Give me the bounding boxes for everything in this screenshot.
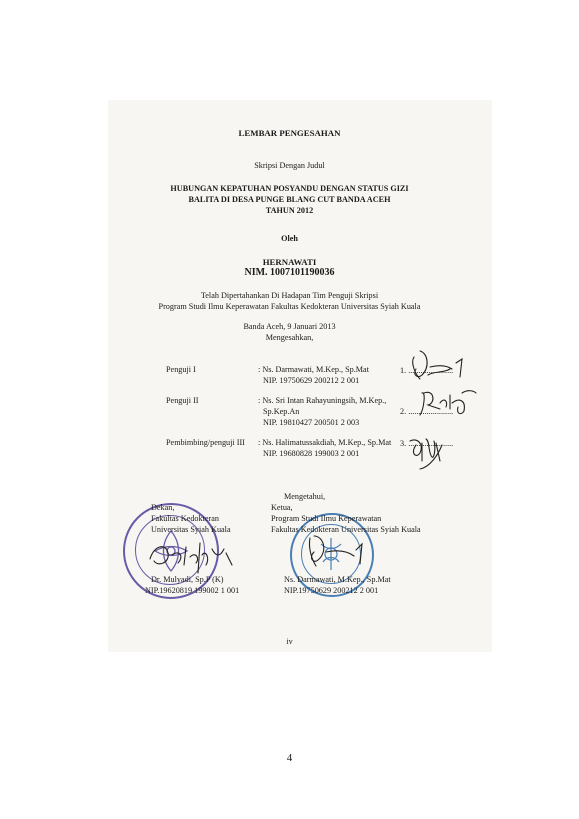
examiner-1-nip: NIP. 19750629 200212 2 001 xyxy=(263,376,360,385)
examiner-2-nip: NIP. 19810427 200501 2 003 xyxy=(263,418,360,427)
examiner-2-name-cont: Sp.Kep.An xyxy=(263,407,300,416)
by-label: Oleh xyxy=(281,234,298,243)
author-nim: NIM. 1007101190036 xyxy=(244,267,335,278)
dean-faculty: Fakultas Kedokteran xyxy=(151,514,219,523)
dean-title: Dekan, xyxy=(151,503,175,512)
examiner-1-role: Penguji I xyxy=(166,365,196,374)
author-name: HERNAWATI xyxy=(262,257,317,267)
signature-3-icon xyxy=(410,439,442,469)
page-title: LEMBAR PENGESAHAN xyxy=(238,128,341,138)
examiner-2-role: Penguji II xyxy=(166,396,199,405)
chair-faculty: Fakultas Kedokteran Universitas Syiah Kuala xyxy=(271,525,421,534)
chair-signature-icon xyxy=(300,530,380,575)
signature-1-icon xyxy=(413,351,462,379)
approved-label: Mengesahkan, xyxy=(265,333,314,342)
examiner-3-name: : Ns. Halimatussakdiah, M.Kep., Sp.Mat xyxy=(258,438,392,447)
examiner-2-name: : Ns. Sri Intan Rahayuningsih, M.Kep., xyxy=(258,396,387,405)
examiner-3-role: Pembimbing/penguji III xyxy=(166,438,245,447)
signature-2-icon xyxy=(420,391,476,415)
roman-page-number: iv xyxy=(286,637,293,646)
defended-line-1: Telah Dipertahankan Di Hadapan Tim Penguji Skripsi xyxy=(200,291,379,300)
chair-nip: NIP.19750629 200212 2 001 xyxy=(284,586,379,595)
examiner-1-sign-line: 1. ...................... xyxy=(400,366,454,375)
dean-name: Dr. Mulyadi, Sp.P (K) xyxy=(151,575,224,584)
examiner-signatures xyxy=(400,345,480,480)
known-label: Mengetahui, xyxy=(284,492,326,501)
chair-program: Program Studi Ilmu Keperawatan xyxy=(271,514,382,523)
thesis-title-line-3: TAHUN 2012 xyxy=(265,206,314,215)
thesis-title-line-1: HUBUNGAN KEPATUHAN POSYANDU DENGAN STATUS GIZI xyxy=(170,184,409,193)
dean-nip: NIP.19620819 199002 1 001 xyxy=(145,586,240,595)
examiner-3-nip: NIP. 19680828 199003 2 001 xyxy=(263,449,360,458)
examiner-2-sign-line: 2. ...................... xyxy=(400,407,454,416)
examiner-3-sign-line: 3. ...................... xyxy=(400,439,454,448)
place-date: Banda Aceh, 9 Januari 2013 xyxy=(243,322,336,331)
chair-title: Ketua, xyxy=(271,503,293,512)
chair-name: Ns. Darmawati, M.Kep., Sp.Mat xyxy=(284,575,391,584)
subtitle: Skripsi Dengan Judul xyxy=(254,161,325,170)
examiner-1-name: : Ns. Darmawati, M.Kep., Sp.Mat xyxy=(258,365,369,374)
dean-signature-icon xyxy=(140,535,250,575)
defended-line-2: Program Studi Ilmu Keperawatan Fakultas Kedokteran Universitas Syiah Kuala xyxy=(158,302,421,311)
dean-university: Universitas Syiah Kuala xyxy=(151,525,231,534)
page-number: 4 xyxy=(286,752,293,764)
thesis-title-line-2: BALITA DI DESA PUNGE BLANG CUT BANDA ACEH xyxy=(188,195,391,204)
